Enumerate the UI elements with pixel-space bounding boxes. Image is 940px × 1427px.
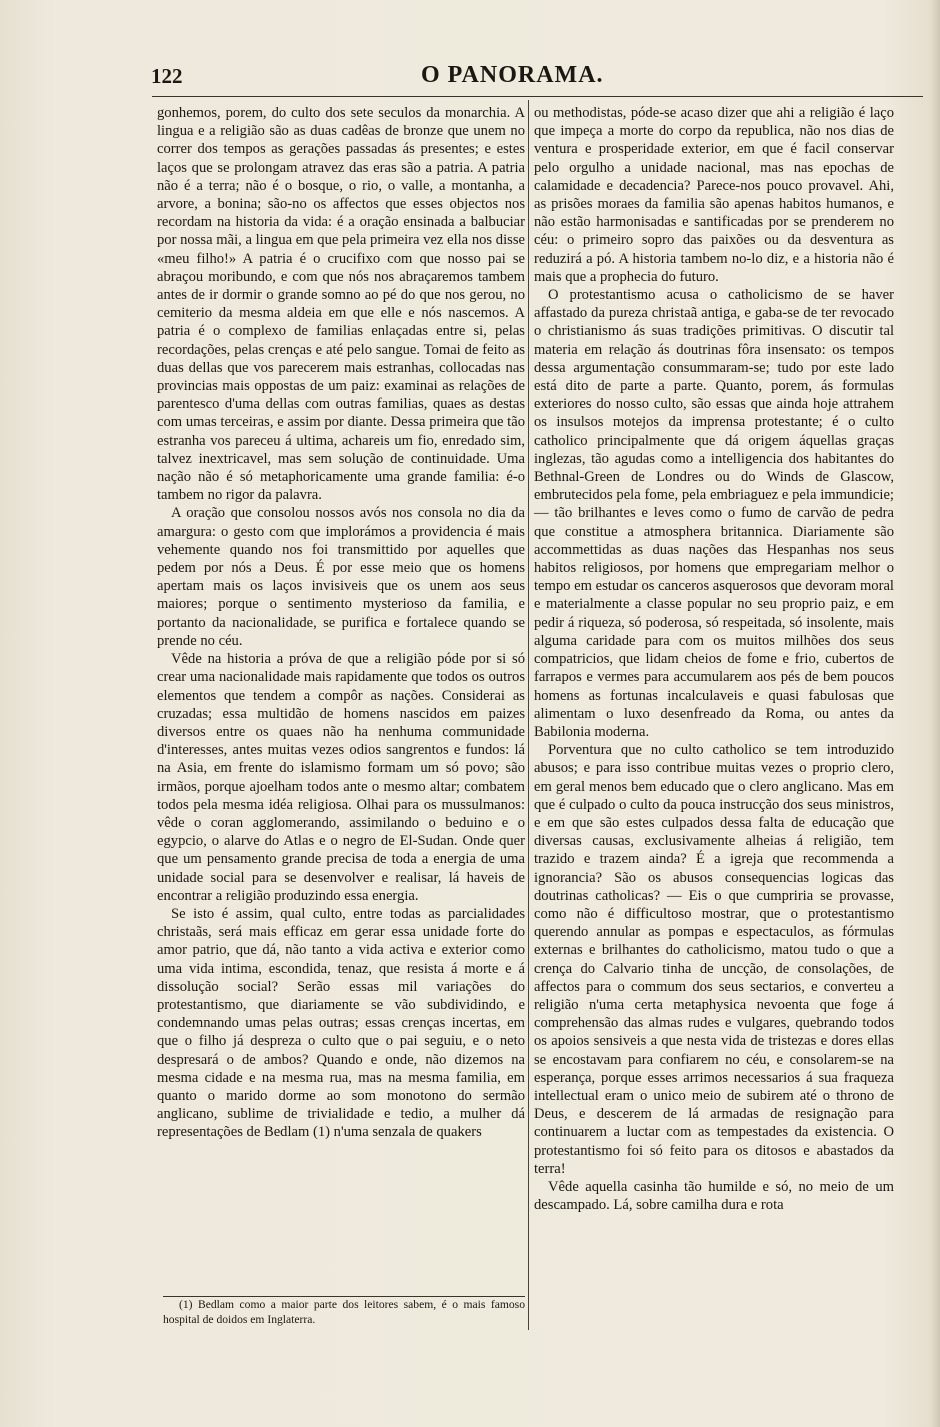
paragraph: Vêde aquella casinha tão humilde e só, no meio de um descampado. Lá, sobre camilha dura e rota	[534, 1178, 894, 1214]
paragraph: A oração que consolou nossos avós nos consola no dia da amargura: o gesto com que implorámos a providencia é mais vehemente quando nos foi transmittido por aquelles que pedem por nós a Deus. É por esse meio que os homens apertam mais os laços invisiveis que os unem aos seus maiores; porque o sentimento mysterioso da familia, e portanto da nacionalidade, se purifica e fortalece quando se prende no céu.	[157, 505, 525, 649]
paragraph: Se isto é assim, qual culto, entre todas as parcialidades christaãs, será mais efficaz em gerar essa unidade forte do amor patrio, que dá, não tanto a vida activa e exterior como uma vida intima, escondida, tenaz, que resista á morte e á dissolução social? Serão essas mil variações do protestantismo, que diariamente se vão subdividindo, e condemnando umas pelas outras; essas crenças incertas, em que o filho já despreza o culto que o pai seguiu, e o neto despresará o de ambos? Quando e onde, não dizemos na mesma cidade e na mesma rua, mas na mesma familia, em quanto o marido dorme ao som monotono do sermão anglicano, sublime de trivialidade e tedio, a mulher dá representações de Bedlam (1) n'uma senzala de quakers	[157, 905, 525, 1141]
page-number: 122	[151, 64, 183, 88]
page-edge-shadow	[930, 0, 940, 1427]
footnote-rule	[163, 1296, 525, 1297]
left-column	[157, 104, 525, 1142]
footnote-text: (1) Bedlam como a maior parte dos leitores sabem, é o mais famoso hospital de doidos em Inglaterra.	[163, 1298, 525, 1326]
paragraph: O protestantismo acusa o catholicismo de se haver affastado da pureza christaã antiga, e gaba-se de ter revocado o christianismo ás suas tradições primitivas. O discutir tal materia em relação ás doutrinas fôra insensato: os tempos dessa argumentação consummaram-se; tudo por este lado está dito de parte a parte. Quanto, porem, ás formulas exteriores do nosso culto, são essas que ainda hoje attrahem os insulsos motejos da imprensa protestante; é o culto catholico principalmente que dá origem áquellas graças inglezas, tão agudas como a intelligencia dos habitantes do Bethnal-Green de Londres ou do Winds de Glascow, embrutecidos pela fome, pela embriaguez e pela immundicie; — tão brilhantes e leves como o fumo de carvão de pedra que constitue a atmosphera britannica. Diariamente são accommettidas as duas nações das Hespanhas nos seus habitos religiosos, por homens que empregariam melhor o tempo em estudar os canceros asquerosos que devoram moral e materialmente a classe popular no seu proprio paiz, e em pedir á riqueza, só poderosa, só respeitada, só insolente, mais alguma caridade para com os muitos milhões dos seus compatricios, que lidam cheios de fome e frio, cubertos de farrapos e vermes para accumularem aos pés de bem poucos homens as fortunas incalculaveis e quasi fabulosas que alimentam o luxo desenfreado da Roma, ou antes da Babilonia moderna.	[534, 287, 894, 740]
column-divider	[528, 100, 529, 1330]
journal-title: O PANORAMA.	[421, 62, 604, 88]
paragraph: gonhemos, porem, do culto dos sete seculos da monarchia. A lingua e a religião são as duas cadêas de bronze que unem no correr dos tempos as gerações passadas ás presentes; e estes laços que se prolongam atravez das eras são a patria. A patria não é a terra; não é o bosque, o rio, o valle, a montanha, a arvore, a bonina; são-no os affectos que esses objectos nos recordam na historia da vida: é a oração ensinada a balbuciar por nossa mãi, a lingua em que pela primeira vez ella nos disse «meu filho!» A patria é o crucifixo com que nosso pai se abraçou moribundo, e com que nós nos abraçaremos tambem antes de ir dormir o grande somno ao pé do que nos gerou, no cemiterio da mesma aldeia em que elle e nós nascemos. A patria é o complexo de familias enlaçadas entre si, pelas recordações, pelas crenças e até pelo sangue. Tomai de feito as duas dellas que vos parecerem mais estranhas, collocadas nas provincias mais oppostas de um paiz: examinai as relações de parentesco d'uma dellas com outras familias, quaes as destas com umas terceiras, e assim por diante. Dessa primeira que tão estranha vos pareceu á ultima, achareis um fio, enredado sim, talvez inextricavel, mas sem solução de continuidade. Uma nação não é só metaphoricamente uma grande familia: é-o tambem no rigor da palavra.	[157, 105, 525, 504]
footnote	[163, 1298, 525, 1327]
paragraph: Porventura que no culto catholico se tem introduzido abusos; e para isso contribue muitas vezes o proprio clero, em geral menos bem educado que o clero anglicano. Mas em que é culpado o culto da pouca instrucção dos seus ministros, e em que são estes culpados dessa falta de educação que diversas causas, exclusivamente alheias á religião, tem trazido e trazem ainda? É a igreja que recommenda a ignorancia? São os abusos consequencias logicas das doutrinas catholicas? — Eis o que cumpriria se provasse, como não é difficultoso mostrar, que o protestantismo querendo annular as pompas e espectaculos, as fórmulas externas e brilhantes do catholicismo, matou tudo o que a crença do Calvario tinha de uncção, de consolações, de affectos para o commum dos seus sectarios, e converteu a religião n'uma certa metaphysica nevoenta que foge á comprehensão das almas rudes e vulgares, quebrando todos os apoios sensiveis a que nesta vida de tristezas e dores ellas se encostavam para confiarem no céu, e consolarem-se na esperança, porque esses arrimos necessarios á sua fraqueza intellectual eram o unico meio de subirem até o throno de Deus, e descerem de lá armadas de resignação para continuarem a luctar com as tempestades da existencia. O protestantismo foi só feito para os ditosos e abastados da terra!	[534, 742, 894, 1177]
header-rule	[152, 96, 923, 97]
paragraph: ou methodistas, póde-se acaso dizer que ahi a religião é laço que impeça a morte do corpo da republica, não nos dias de ventura e prosperidade exterior, em que é facil conservar pelo orgulho a unidade nacional, mas nas epochas de calamidade e decadencia? Parece-nos pouco provavel. Ahi, as prisões moraes da familia são apenas habitos humanos, e não estão harmonisadas e santificadas por se prenderem no céu: o primeiro sopro das paixões ou da desventura as reduzirá a pó. A historia tambem no-lo diz, e a historia não é mais que a prophecia do futuro.	[534, 105, 894, 285]
paragraph: Vêde na historia a próva de que a religião póde por si só crear uma nacionalidade mais rapidamente que todos os outros elementos que tendem a compôr as nações. Considerai as cruzadas; essa multidão de homens nascidos em paizes diversos entre os quaes não ha nenhuma communidade d'interesses, antes muitas vezes odios sangrentos e fundos: lá na Asia, em frente do islamismo formam um só povo; são irmãos, porque ajoelham todos ante o mesmo altar; combatem todos pela mesma idéa religiosa. Olhai para os mussulmanos: vêde o coran agglomerando, assimilando o beduino e o egypcio, o alarve do Atlas e o negro de El-Sudan. Onde quer que um pensamento grande precisa de toda a energia de uma unidade social para se desenvolver e realisar, lá haveis de encontrar a religião produzindo essa energia.	[157, 651, 525, 904]
page-header	[151, 60, 923, 92]
right-column	[534, 104, 894, 1214]
